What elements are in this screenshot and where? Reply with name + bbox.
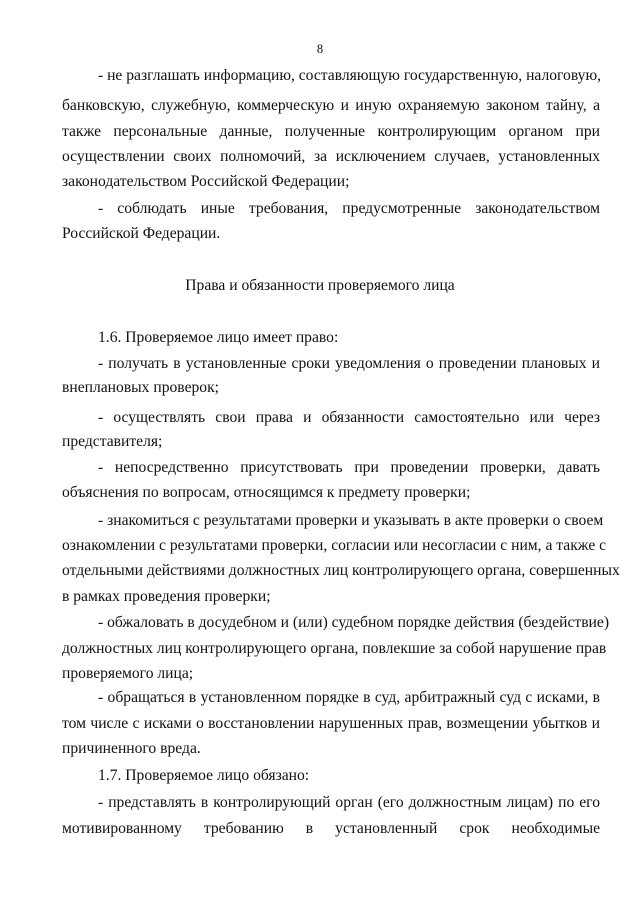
text-line: - обращаться в установленном порядке в суд, арбитражный суд с исками, в bbox=[98, 689, 600, 706]
text-line: проверяемого лица; bbox=[62, 665, 194, 682]
text-line: - соблюдать иные требования, предусмотренные законодательством bbox=[98, 200, 600, 217]
text-line: 1.6. Проверяемое лицо имеет право: bbox=[98, 329, 339, 346]
text-line: должностных лиц контролирующего органа, повлекшие за собой нарушение прав bbox=[62, 640, 607, 657]
text-line: - не разглашать информацию, составляющую государственную, налоговую, bbox=[98, 67, 602, 84]
text-line: причиненного вреда. bbox=[62, 740, 201, 757]
text-line: - получать в установленные сроки уведомления о проведении плановых и bbox=[98, 355, 600, 372]
page-number: 8 bbox=[316, 42, 324, 56]
text-line: ознакомлении с результатами проверки, согласии или несогласии с ним, а также с bbox=[62, 537, 607, 554]
text-line: осуществлении своих полномочий, за исключением случаев, установленных bbox=[62, 148, 600, 165]
text-line: также персональные данные, полученные контролирующим органом при bbox=[62, 123, 600, 140]
text-line: - осуществлять свои права и обязанности самостоятельно или через bbox=[98, 409, 600, 426]
text-line: представителя; bbox=[62, 433, 163, 450]
text-line: том числе с исками о восстановлении нарушенных прав, возмещении убытков и bbox=[62, 715, 600, 732]
text-line: - представлять в контролирующий орган (его должностным лицам) по его bbox=[98, 794, 600, 811]
text-line: мотивированному требованию в установленный срок необходимые bbox=[62, 820, 600, 837]
text-line: - обжаловать в досудебном и (или) судебном порядке действия (бездействие) bbox=[98, 614, 610, 631]
text-line: отдельными действиями должностных лиц контролирующего органа, совершенных bbox=[62, 562, 620, 579]
text-line: Российской Федерации. bbox=[62, 225, 221, 242]
text-line: банковскую, служебную, коммерческую и иную охраняемую законом тайну, а bbox=[62, 97, 600, 114]
text-line: внеплановых проверок; bbox=[62, 379, 219, 396]
text-line: - непосредственно присутствовать при проведении проверки, давать bbox=[98, 459, 600, 476]
text-line: 1.7. Проверяемое лицо обязано: bbox=[98, 767, 310, 784]
section-heading: Права и обязанности проверяемого лица bbox=[185, 277, 455, 294]
text-line: объяснения по вопросам, относящимся к предмету проверки; bbox=[62, 484, 471, 501]
text-line: - знакомиться с результатами проверки и указывать в акте проверки о своем bbox=[98, 512, 604, 529]
text-line: в рамках проведения проверки; bbox=[62, 588, 271, 605]
text-line: законодательством Российской Федерации; bbox=[62, 173, 350, 190]
